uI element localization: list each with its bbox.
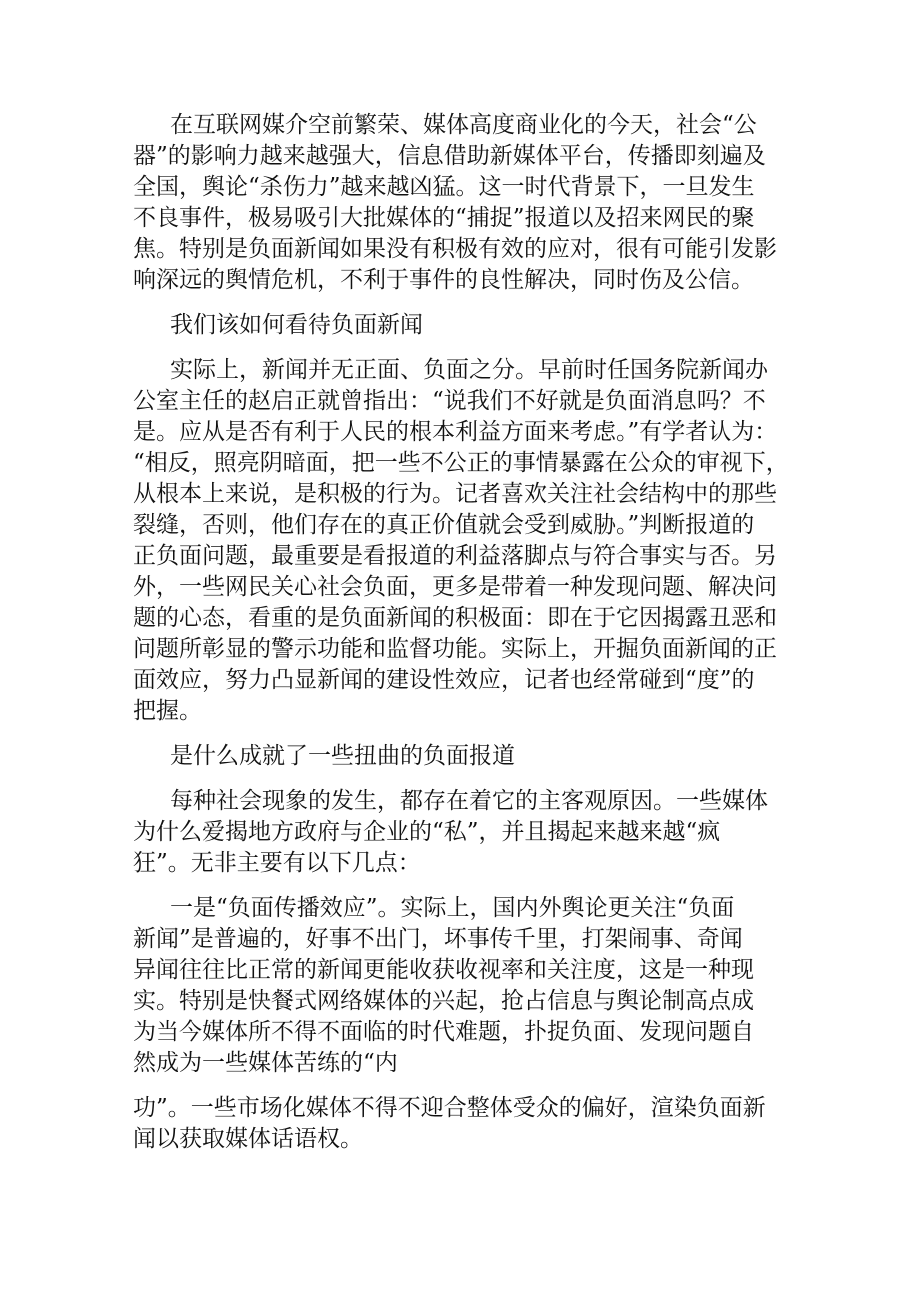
paragraph-body <box>133 1093 783 1155</box>
paragraph-body <box>133 893 783 1079</box>
text-line: 一是“负面传播效应”。实际上，国内外舆论更关注“负面 <box>170 895 735 921</box>
text-line: 狂”。无非主要有以下几点： <box>133 850 421 876</box>
text-line: 公室主任的赵启正就曾指出：“说我们不好就是负面消息吗？不 <box>133 388 766 414</box>
text-line: 功”。一些市场化媒体不得不迎合整体受众的偏好，渲染负面新 <box>133 1095 766 1121</box>
text-line: 不良事件，极易吸引大批媒体的“捕捉”报道以及招来网民的聚 <box>133 205 755 231</box>
text-line: 外，一些网民关心社会负面，更多是带着一种发现问题、解决问 <box>133 574 777 600</box>
text-line: 从根本上来说，是积极的行为。记者喜欢关注社会结构中的那些 <box>133 481 777 507</box>
text-line: 正负面问题，最重要是看报道的利益落脚点与符合事实与否。另 <box>133 543 777 569</box>
text-line: 实际上，新闻并无正面、负面之分。早前时任国务院新闻办 <box>170 357 768 383</box>
text-line: 闻以获取媒体话语权。 <box>133 1126 363 1152</box>
heading-line: 我们该如何看待负面新闻 <box>170 312 423 338</box>
paragraph-intro <box>133 110 783 296</box>
text-line: 题的心态，看重的是负面新闻的积极面：即在于它因揭露丑恶和 <box>133 605 777 631</box>
text-line: 裂缝，否则，他们存在的真正价值就会受到威胁。”判断报道的 <box>133 512 755 538</box>
text-line: 然成为一些媒体苦练的“内 <box>133 1050 398 1076</box>
section-heading <box>133 310 783 341</box>
text-line: 实。特别是快餐式网络媒体的兴起，抢占信息与舆论制高点成 <box>133 988 754 1014</box>
section-heading <box>133 741 783 772</box>
text-line: 新闻”是普遍的，好事不出门，坏事传千里，打架闹事、奇闻 <box>133 926 743 952</box>
text-line: 为什么爱揭地方政府与企业的“私”，并且揭起来越来越“疯 <box>133 819 721 845</box>
text-line: 异闻往往比正常的新闻更能收获收视率和关注度，这是一种现 <box>133 957 754 983</box>
text-line: “相反，照亮阴暗面，把一些不公正的事情暴露在公众的审视下， <box>133 450 789 476</box>
text-line: 器”的影响力越来越强大，信息借助新媒体平台，传播即刻遍及 <box>133 143 766 169</box>
paragraph-body <box>133 355 789 727</box>
text-line: 是。应从是否有利于人民的根本利益方面来考虑。”有学者认为： <box>133 419 778 445</box>
heading-line: 是什么成就了一些扭曲的负面报道 <box>170 743 515 769</box>
text-line: 焦。特别是负面新闻如果没有积极有效的应对，很有可能引发影 <box>133 236 777 262</box>
text-line: 在互联网媒介空前繁荣、媒体高度商业化的今天，社会“公 <box>170 112 757 138</box>
paragraph-body <box>133 786 783 879</box>
text-line: 问题所彰显的警示功能和监督功能。实际上，开掘负面新闻的正 <box>133 636 777 662</box>
text-line: 每种社会现象的发生，都存在着它的主客观原因。一些媒体 <box>170 788 768 814</box>
text-line: 全国，舆论“杀伤力”越来越凶猛。这一时代背景下，一旦发生 <box>133 174 755 200</box>
document-page <box>133 110 789 1169</box>
text-line: 响深远的舆情危机，不利于事件的良性解决，同时伤及公信。 <box>133 267 754 293</box>
text-line: 把握。 <box>133 698 202 724</box>
text-line: 为当今媒体所不得不面临的时代难题，扑捉负面、发现问题自 <box>133 1019 754 1045</box>
text-line: 面效应，努力凸显新闻的建设性效应，记者也经常碰到“度”的 <box>133 667 755 693</box>
